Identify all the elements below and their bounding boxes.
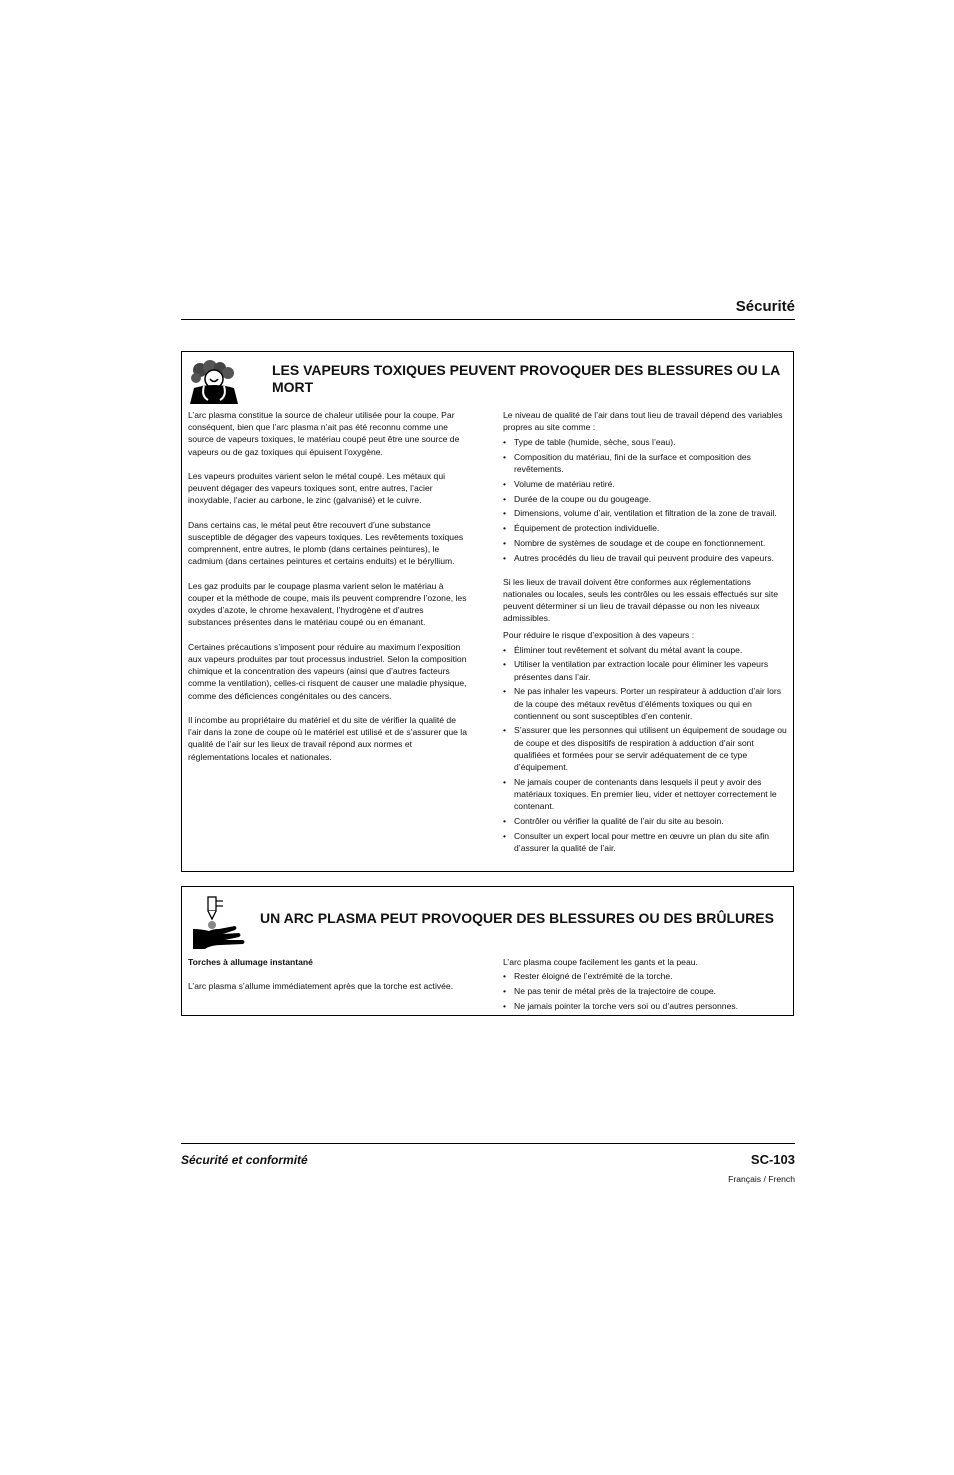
list-item: • Ne jamais pointer la torche vers soi ou d’autres personnes. xyxy=(503,1000,788,1012)
sub-heading: Torches à allumage instantané xyxy=(188,957,313,967)
page-header-title: Sécurité xyxy=(735,298,795,315)
toxic-fumes-warning-box xyxy=(181,351,794,872)
paragraph: L’arc plasma constitue la source de chaleur utilisée pour la coupe. Par conséquent, bien que l’arc plasma n’ait pas été reconnu comme une source de vapeurs toxiques, le matériau coupé peut être une source de vapeurs ou de gaz toxiques qui épuisent l’oxygène. xyxy=(188,410,460,457)
list-item: • Durée de la coupe ou du gougeage. xyxy=(503,493,788,505)
paragraph: Il incombe au propriétaire du matériel et du site de vérifier la qualité de l’air dans la zone de coupe où le matériel est utilisé et de s’assurer que la qualité de l’air sur les lieux de travail répond aux normes et réglementations locales et nationales. xyxy=(188,715,467,762)
paragraph: L’arc plasma s’allume immédiatement après que la torche est activée. xyxy=(188,981,454,992)
list-item: • Consulter un expert local pour mettre en œuvre un plan du site afin d’assurer la qualité de l’air. xyxy=(503,830,788,854)
header-rule xyxy=(181,319,795,320)
list-item: • Dimensions, volume d’air, ventilation et filtration de la zone de travail. xyxy=(503,507,788,519)
footer-language: Français / French xyxy=(728,1174,795,1184)
paragraph: Les gaz produits par le coupage plasma varient selon le matériau à couper et la méthode de coupe, mais ils peuvent comprendre l’ozone, les oxydes d’azote, le chrome hexavalent, l’hydrogène et d’autres substances présentes dans le matériau coupé ou en émanant. xyxy=(188,580,467,628)
plasma-arc-hand-icon xyxy=(191,895,247,949)
list-item: • Rester éloigné de l’extrémité de la torche. xyxy=(503,970,788,982)
toxic-fumes-icon xyxy=(186,358,242,404)
plasma-arc-right-column xyxy=(503,956,788,1024)
list-item: • Autres procédés du lieu de travail qui peuvent produire des vapeurs. xyxy=(503,552,788,564)
paragraph: Les vapeurs produites varient selon le métal coupé. Les métaux qui peuvent dégager des vapeurs toxiques sont, entre autres, l’acier inoxydable, l’acier au carbone, le zinc (galvanisé) et le cuivre. xyxy=(188,471,446,506)
paragraph: L’arc plasma coupe facilement les gants et la peau. xyxy=(503,957,698,967)
paragraph: Pour réduire le risque d’exposition à des vapeurs : xyxy=(503,629,695,640)
exposure-measures-list xyxy=(503,644,788,854)
toxic-fumes-right-column xyxy=(503,409,788,866)
list-item: • Utiliser la ventilation par extraction locale pour éliminer les vapeurs présentes dans l’air. xyxy=(503,658,788,682)
page-number: SC-103 xyxy=(750,1152,795,1167)
footer-rule xyxy=(181,1143,795,1144)
paragraph: Si les lieux de travail doivent être conformes aux réglementations nationales ou locales, seuls les contrôles ou les essais effectués sur site peuvent déterminer si un lieu de travail dépasse ou non les niveaux admissibles. xyxy=(503,576,778,624)
list-item: • Éliminer tout revêtement et solvant du métal avant la coupe. xyxy=(503,644,788,656)
list-item: • Volume de matériau retiré. xyxy=(503,478,788,490)
list-item: • Nombre de systèmes de soudage et de coupe en fonctionnement. xyxy=(503,537,788,549)
toxic-fumes-left-column xyxy=(188,409,468,775)
paragraph: Le niveau de qualité de l’air dans tout lieu de travail dépend des variables propres au site comme : xyxy=(503,410,783,433)
toxic-fumes-title: LES VAPEURS TOXIQUES PEUVENT PROVOQUER DES BLESSURES OU LA MORT xyxy=(272,362,780,395)
list-item: • Contrôler ou vérifier la qualité de l’air du site au besoin. xyxy=(503,815,788,827)
paragraph: Certaines précautions s’imposent pour réduire au maximum l’exposition aux vapeurs produites par tout processus industriel. Selon la composition chimique et la concentration des vapeurs (ainsi que d’autres facteurs comme la ventilation), celles-ci risquent de causer une maladie physique, comme des déficiences congénitales ou des cancers. xyxy=(188,641,467,701)
plasma-arc-title: UN ARC PLASMA PEUT PROVOQUER DES BLESSURES OU DES BRÛLURES xyxy=(260,910,774,926)
list-item: • Ne pas tenir de métal près de la trajectoire de coupe. xyxy=(503,985,788,997)
list-item: • S’assurer que les personnes qui utilisent un équipement de soudage ou de coupe et des dispositifs de respiration à adduction d’air sont qualifiées et formées pour se servir adéquatement de ce type d’équipement. xyxy=(503,724,788,773)
plasma-arc-left-column xyxy=(188,956,473,1005)
list-item: • Ne pas inhaler les vapeurs. Porter un respirateur à adduction d’air lors de la coupe des métaux revêtus d’éléments toxiques ou qui en contiennent ou sont susceptibles d’en contenir. xyxy=(503,685,788,722)
site-variables-list xyxy=(503,436,788,563)
list-item: • Type de table (humide, sèche, sous l’eau). xyxy=(503,436,788,448)
list-item: • Équipement de protection individuelle. xyxy=(503,522,788,534)
plasma-arc-warning-box xyxy=(181,886,794,1016)
paragraph: Dans certains cas, le métal peut être recouvert d’une substance susceptible de dégager des vapeurs toxiques. Les revêtements toxiques comprennent, entre autres, le plomb (dans certaines peintures), le cadmium (dans certaines peintures et certains enduits) et le béryllium. xyxy=(188,519,464,567)
plasma-arc-safety-list xyxy=(503,970,788,1012)
footer-section-title: Sécurité et conformité xyxy=(181,1153,308,1167)
list-item: • Ne jamais couper de contenants dans lesquels il peut y avoir des matériaux toxiques. En premier lieu, vider et nettoyer correctement le contenant. xyxy=(503,776,788,813)
list-item: • Composition du matériau, fini de la surface et composition des revêtements. xyxy=(503,451,788,475)
